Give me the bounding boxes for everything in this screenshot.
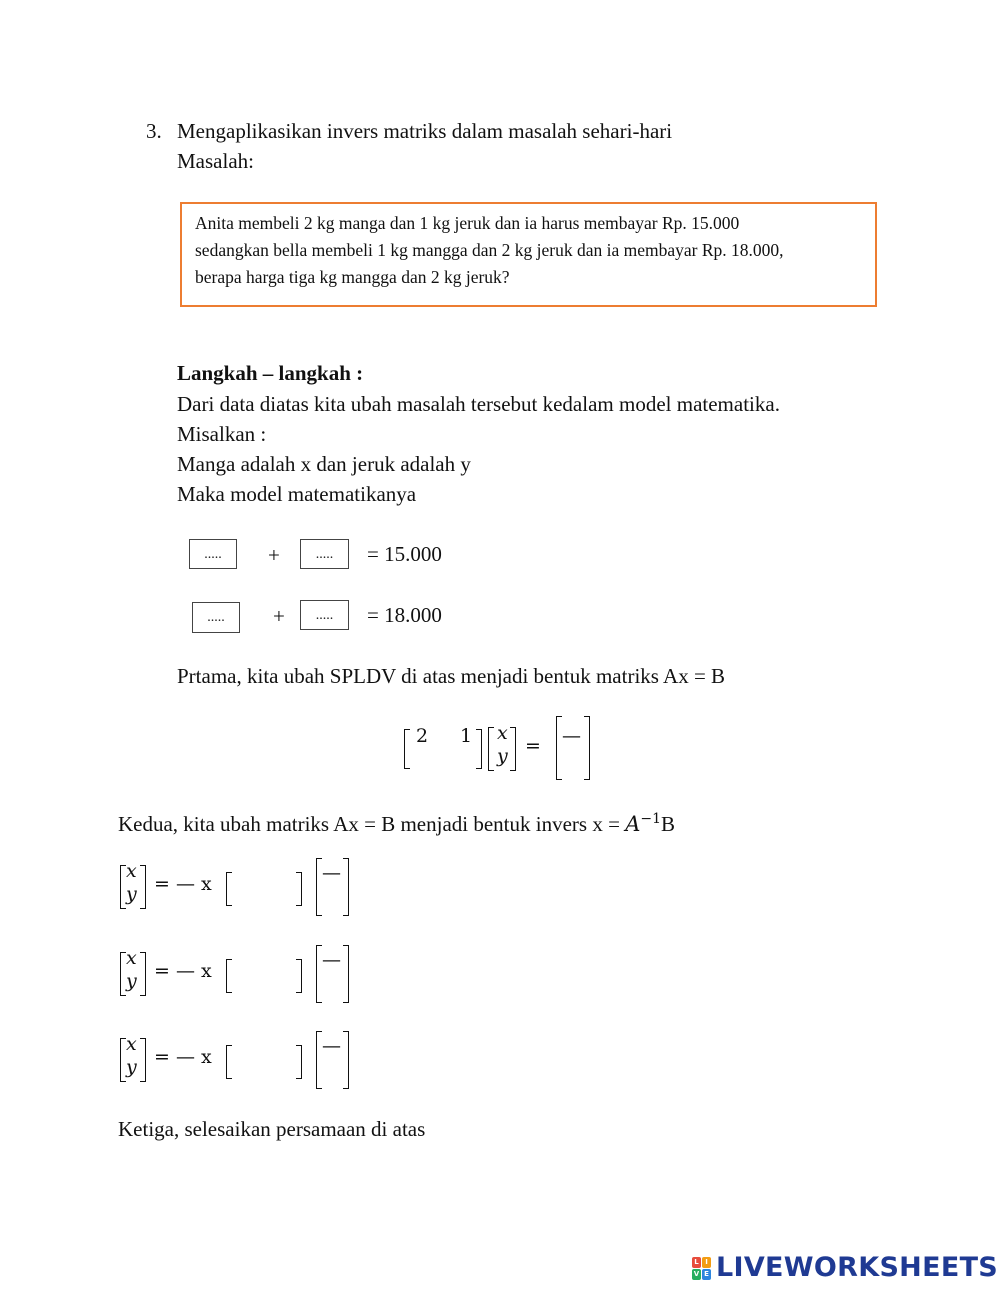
- inverse-row-2-matrix-right: [296, 959, 302, 993]
- equation-2-plus: +: [273, 604, 285, 628]
- inverse-row-2-matrix-left: [226, 959, 232, 993]
- problem-line-2: sedangkan bella membeli 1 kg mangga dan 2 kg jeruk dan ia membayar Rp. 18.000,: [195, 240, 784, 260]
- equation-2-blank-x[interactable]: .....: [192, 602, 240, 633]
- equation-1-blank-x[interactable]: .....: [189, 539, 237, 569]
- vector-b-dash: —: [562, 725, 581, 747]
- inverse-row-3-b-dash: —: [322, 1035, 341, 1057]
- vector-x: x: [497, 722, 508, 744]
- inverse-row-1-matrix-left: [226, 872, 232, 906]
- problem-line-1: Anita membeli 2 kg manga dan 1 kg jeruk dan ia harus membayar Rp. 15.000: [195, 213, 740, 233]
- inverse-step-suffix: B: [661, 812, 676, 836]
- matrix-a-right-bracket: [476, 729, 482, 769]
- item-number: 3.: [146, 119, 162, 143]
- inverse-step-exponent: −1: [640, 811, 661, 827]
- equation-1-rhs: = 15.000: [367, 542, 442, 566]
- inverse-row-1-b-dash: —: [322, 862, 341, 884]
- logo-icon-letter-e: E: [702, 1269, 711, 1280]
- inverse-step-text: [118, 811, 675, 837]
- matrix-equals: =: [525, 735, 541, 757]
- inverse-row-2-xy-right: [140, 952, 146, 996]
- inverse-row-1-x: x: [126, 860, 137, 882]
- inverse-row-2-b-right: [343, 945, 349, 1003]
- masalah-label: Masalah:: [177, 149, 254, 173]
- inverse-row-1-y: y: [126, 883, 137, 905]
- matrix-a-left-bracket: [404, 729, 410, 769]
- inverse-row-2-x: x: [126, 947, 137, 969]
- inverse-row-2-b-dash: —: [322, 949, 341, 971]
- inverse-row-2-expr: = — x: [154, 960, 212, 982]
- inverse-step-prefix: Kedua, kita ubah matriks Ax = B menjadi bentuk invers x =: [118, 812, 626, 836]
- equation-1-blank-y[interactable]: .....: [300, 539, 349, 569]
- matrix-a12: 1: [460, 725, 473, 747]
- vector-xy-left-bracket: [488, 727, 494, 771]
- logo-icon-letter-v: V: [693, 1270, 700, 1278]
- vector-b-right-bracket: [584, 716, 590, 780]
- inverse-row-1-expr: = — x: [154, 873, 212, 895]
- inverse-row-3-y: y: [126, 1056, 137, 1078]
- liveworksheets-logo-icon: [692, 1257, 712, 1281]
- inverse-row-1-matrix-right: [296, 872, 302, 906]
- inverse-row-1-b-right: [343, 858, 349, 916]
- steps-line-1: Dari data diatas kita ubah masalah tersebut kedalam model matematika.: [177, 392, 780, 416]
- steps-line-4: Maka model matematikanya: [177, 482, 417, 506]
- equation-1-plus: +: [268, 543, 280, 567]
- inverse-step-a: A: [625, 812, 641, 836]
- matrix-a11: 2: [416, 725, 429, 747]
- vector-y: y: [497, 745, 508, 767]
- final-step-text: Ketiga, selesaikan persamaan di atas: [118, 1117, 426, 1141]
- liveworksheets-wordmark: LIVEWORKSHEETS: [716, 1252, 999, 1283]
- steps-line-2: Misalkan :: [177, 422, 267, 446]
- problem-box: [180, 202, 877, 307]
- inverse-row-3-expr: = — x: [154, 1046, 212, 1068]
- matrix-step-text: Prtama, kita ubah SPLDV di atas menjadi bentuk matriks Ax = B: [177, 664, 726, 688]
- inverse-row-3-b-right: [343, 1031, 349, 1089]
- logo-icon-letter-i: I: [702, 1257, 711, 1268]
- inverse-row-3-matrix-right: [296, 1045, 302, 1079]
- inverse-row-2-y: y: [126, 970, 137, 992]
- inverse-row-3-x: x: [126, 1033, 137, 1055]
- inverse-row-3-xy-right: [140, 1038, 146, 1082]
- problem-line-3: berapa harga tiga kg mangga dan 2 kg jeruk?: [195, 267, 510, 287]
- steps-line-3: Manga adalah x dan jeruk adalah y: [177, 452, 471, 476]
- problem-text: [195, 210, 784, 291]
- inverse-row-3-matrix-left: [226, 1045, 232, 1079]
- item-title: Mengaplikasikan invers matriks dalam masalah sehari-hari: [177, 119, 673, 143]
- equation-2-rhs: = 18.000: [367, 603, 442, 627]
- inverse-row-1-xy-right: [140, 865, 146, 909]
- equation-2-blank-y[interactable]: .....: [300, 600, 349, 630]
- steps-heading: Langkah – langkah :: [177, 361, 364, 385]
- logo-icon-letter-l: L: [692, 1257, 701, 1268]
- vector-xy-right-bracket: [510, 727, 516, 771]
